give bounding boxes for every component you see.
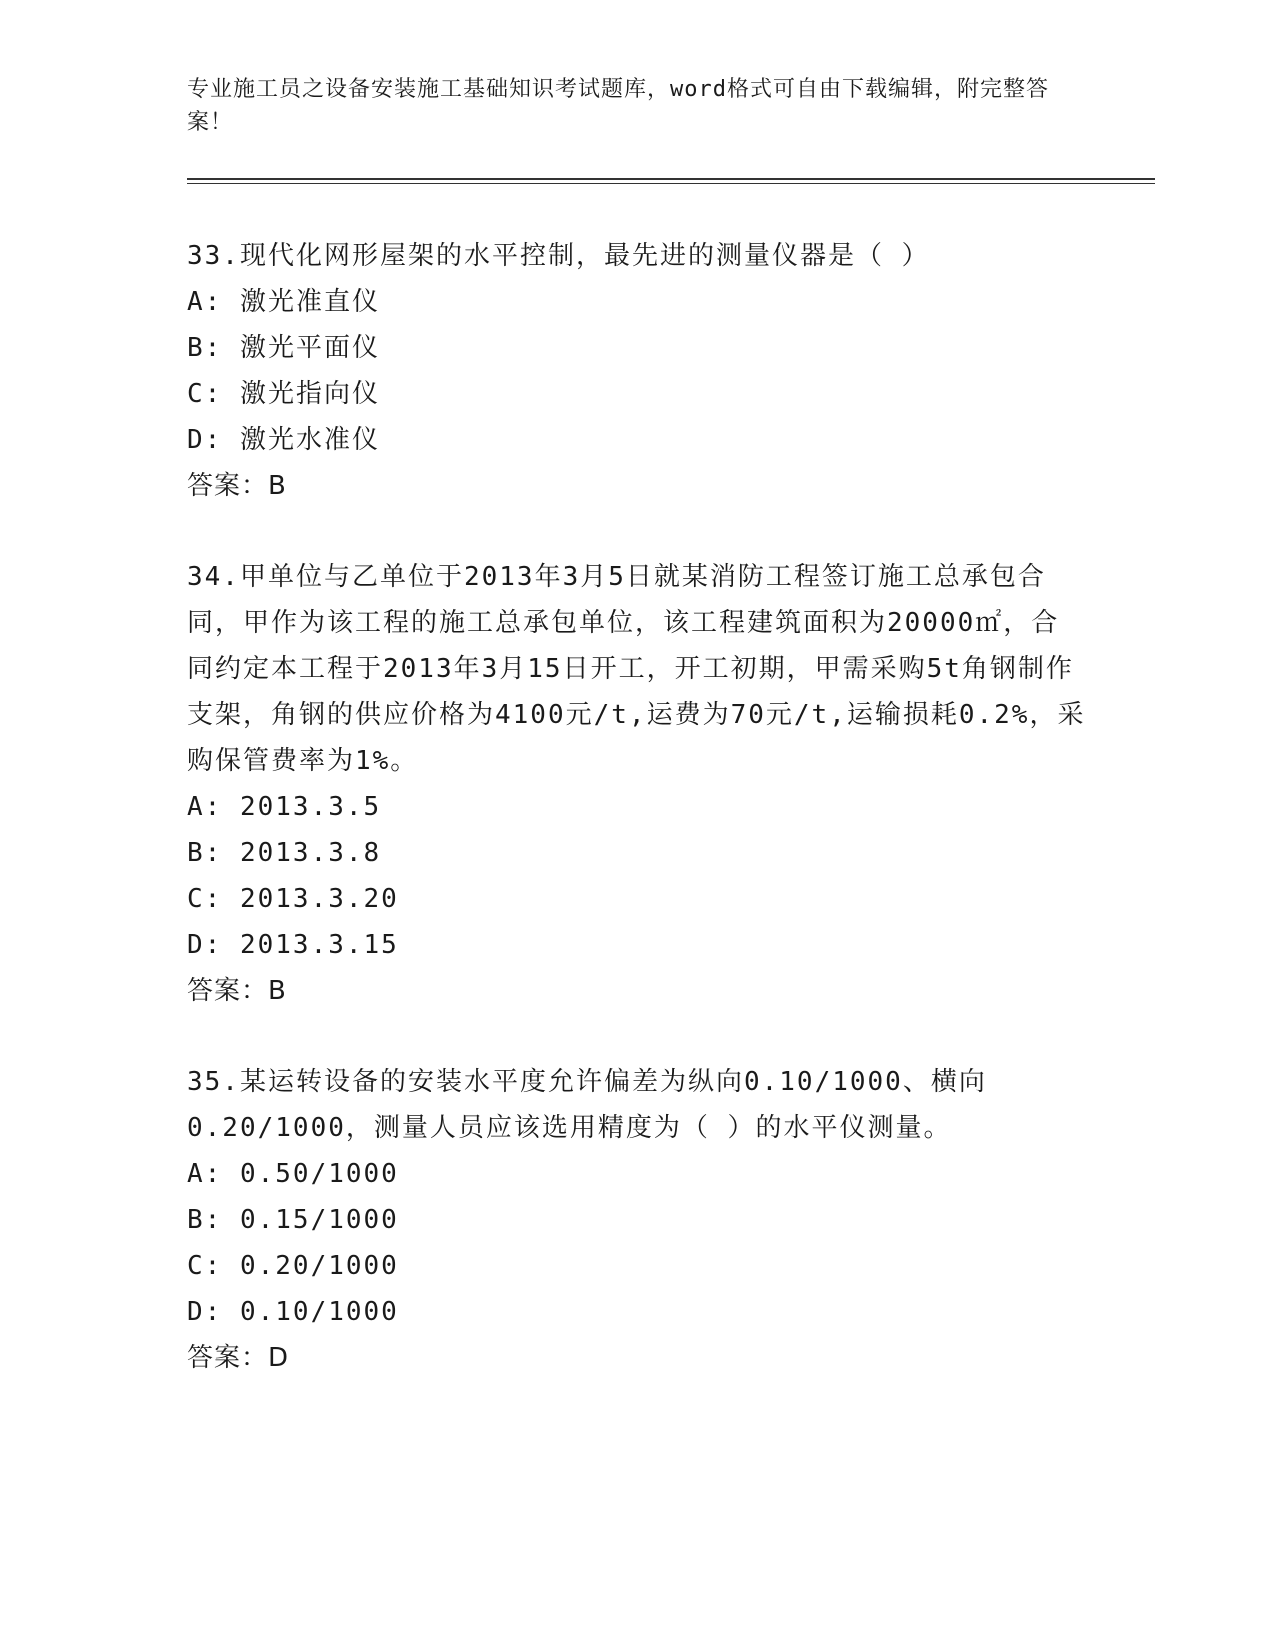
question-33: [187, 233, 1087, 509]
option-a: A: 激光准直仪: [187, 287, 380, 317]
option-c: C: 激光指向仪: [187, 379, 380, 409]
answer-line: [187, 968, 1087, 1014]
question-stem: 33.现代化网形屋架的水平控制，最先进的测量仪器是（ ）: [187, 241, 930, 271]
question-stem: 34.甲单位与乙单位于2013年3月5日就某消防工程签订施工总承包合同，甲作为该工程的施工总承包单位，该工程建筑面积为20000㎡，合同约定本工程于2013年3月15日开工，开工初期，甲需采购5t角钢制作支架，角钢的供应价格为4100元/t,运费为70元/t,运输损耗0.2%，采购保管费率为1%。: [187, 562, 1086, 776]
header-divider-thin: [187, 183, 1155, 184]
answer-label: 答案：: [187, 1343, 269, 1373]
answer-label: 答案：: [187, 976, 269, 1006]
header-divider-thick: [187, 178, 1155, 180]
option-b: B: 激光平面仪: [187, 333, 380, 363]
option-d: D: 激光水准仪: [187, 425, 380, 455]
question-list: [187, 233, 1087, 1426]
option-c: C: 2013.3.20: [187, 884, 399, 914]
answer-line: [187, 1335, 1087, 1381]
option-d: D: 0.10/1000: [187, 1297, 399, 1327]
option-d: D: 2013.3.15: [187, 930, 399, 960]
option-a: A: 0.50/1000: [187, 1159, 399, 1189]
answer-label: 答案：: [187, 471, 269, 501]
answer-value: B: [268, 976, 286, 1006]
document-header: [187, 73, 1067, 139]
answer-value: B: [268, 471, 286, 501]
option-b: B: 0.15/1000: [187, 1205, 399, 1235]
answer-line: [187, 463, 1087, 509]
question-35: [187, 1059, 1087, 1381]
answer-value: D: [268, 1343, 289, 1373]
header-text: 专业施工员之设备安装施工基础知识考试题库，word格式可自由下载编辑，附完整答案！: [187, 77, 1049, 135]
option-a: A: 2013.3.5: [187, 792, 382, 822]
question-stem: 35.某运转设备的安装水平度允许偏差为纵向0.10/1000、横向0.20/1000，测量人员应该选用精度为（ ）的水平仪测量。: [187, 1067, 987, 1143]
option-b: B: 2013.3.8: [187, 838, 382, 868]
option-c: C: 0.20/1000: [187, 1251, 399, 1281]
question-34: [187, 554, 1087, 1014]
